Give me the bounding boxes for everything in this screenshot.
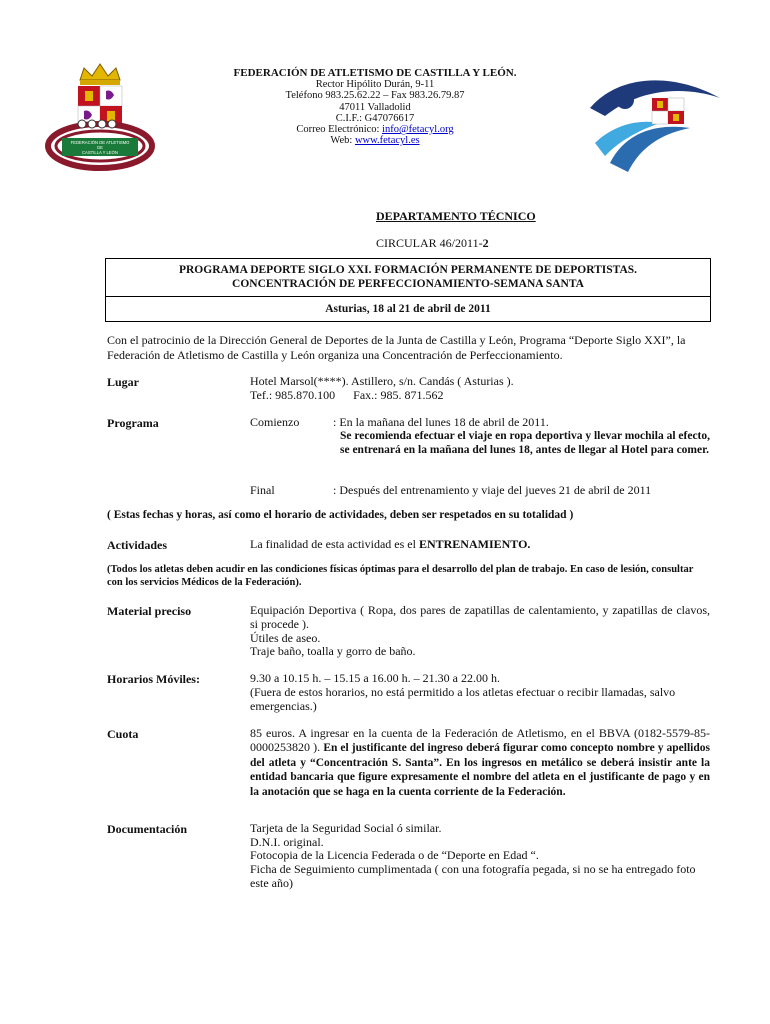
actividades-label: Actividades <box>107 538 167 552</box>
cif: C.I.F.: G47076617 <box>335 112 415 124</box>
city: 47011 Valladolid <box>339 101 411 113</box>
email-line <box>200 124 550 135</box>
documentacion-line-1: Tarjeta de la Seguridad Social ó similar. <box>250 821 442 835</box>
federation-crest-logo <box>40 58 160 178</box>
email-label: Correo Electrónico: <box>296 124 383 136</box>
cuota-bold: En el justificante del ingreso deberá figurar como concepto nombre y apellidos del atleta y “Concentración S. Santa”. En los ingresos en metálico se deberá insistir ante la entidad bancaria que figure expresamente el nombre del atleta en el justificante de pago y en la anotación que se haga en la cuenta corriente de la Federación. <box>250 741 710 799</box>
web-link[interactable]: www.fetacyl.es <box>354 135 420 147</box>
crown-icon <box>80 64 120 85</box>
material-line-1: Equipación Deportiva ( Ropa, dos pares de zapatillas de calentamiento, y zapatillas de clavos, si procede ). <box>250 603 710 631</box>
logo-text-line-1: FEDERACIÓN DE ATLETISMO <box>70 140 130 145</box>
documentacion-label: Documentación <box>107 822 187 836</box>
cuota-plain: 85 euros. A ingresar en la cuenta de la Federación de Atletismo, en el BBVA (0182-5579-85-0000253820 ). <box>250 726 710 754</box>
web-line <box>200 135 550 146</box>
horarios-line-1: 9.30 a 10.15 h. – 15.15 a 16.00 h. – 21.30 a 22.00 h. <box>250 671 500 685</box>
cuota-label: Cuota <box>107 727 139 741</box>
phone-fax: Teléfono 983.25.62.22 – Fax 983.26.79.87 <box>285 90 465 102</box>
program-title <box>105 263 711 291</box>
address: Rector Hipólito Durán, 9-11 <box>315 79 435 91</box>
documentacion-line-4: Ficha de Seguimiento cumplimentada ( con una fotografía pegada, si no se ha entregado foto este año) <box>250 862 696 890</box>
logo-text-line-2: DE <box>97 145 103 150</box>
email-link[interactable]: info@fetacyl.org <box>382 124 454 136</box>
circular-suffix: 2 <box>482 236 489 250</box>
actividades-plain: La finalidad de esta actividad es el <box>250 537 419 551</box>
horarios-label: Horarios Móviles: <box>107 672 200 686</box>
final-text: : Después del entrenamiento y viaje del jueves 21 de abril de 2011 <box>333 483 652 497</box>
health-note: (Todos los atletas deben acudir en las condiciones físicas óptimas para el desarrollo del plan de trabajo. En caso de lesión, consultar con los servicios Médicos de la Federación). <box>107 564 694 588</box>
department-title: DEPARTAMENTO TÉCNICO <box>376 209 536 223</box>
documentacion-line-2: D.N.I. original. <box>250 835 324 849</box>
program-dates: Asturias, 18 al 21 de abril de 2011 <box>325 303 491 315</box>
material-label: Material preciso <box>107 604 192 618</box>
actividades-text <box>250 538 530 552</box>
circular-prefix: CIRCULAR 46/2011- <box>376 236 483 250</box>
program-title-line-2: CONCENTRACIÓN DE PERFECCIONAMIENTO-SEMANA SANTA <box>232 278 584 290</box>
lugar-phone: Tef.: 985.870.100 Fax.: 985. 871.562 <box>250 388 444 402</box>
cuota-text <box>250 727 710 800</box>
intro-paragraph: Con el patrocinio de la Dirección General de Deportes de la Junta de Castilla y León, Programa “Deporte Siglo XXI”, la Federación de Atletismo de Castilla y León organiza una Concentración de Perfeccionamiento. <box>107 333 686 362</box>
web-label: Web: <box>330 135 355 147</box>
lugar-label: Lugar <box>107 375 140 389</box>
horarios-line-2: (Fuera de estos horarios, no está permitido a los atletas efectuar o recibir llamadas, salvo emergencias.) <box>250 685 676 713</box>
box-divider <box>105 296 711 297</box>
material-line-3: Traje baño, toalla y gorro de baño. <box>250 644 416 658</box>
material-line-2: Útiles de aseo. <box>250 631 321 645</box>
final-label: Final <box>250 483 275 497</box>
runner-head-icon <box>616 91 634 109</box>
runner-swoosh-logo <box>580 68 730 178</box>
federation-name: FEDERACIÓN DE ATLETISMO DE CASTILLA Y LEÓN. <box>233 67 517 79</box>
programa-label: Programa <box>107 416 159 430</box>
logo-text-line-3: CASTILLA Y LEÓN <box>82 150 118 155</box>
actividades-bold: ENTRENAMIENTO. <box>418 537 531 551</box>
lugar-hotel: Hotel Marsol(****). Astillero, s/n. Candás ( Asturias ). <box>250 374 514 388</box>
letterhead <box>200 68 550 146</box>
comienzo-text: : En la mañana del lunes 18 de abril de 2011. <box>333 415 549 429</box>
comienzo-label: Comienzo <box>250 415 300 429</box>
documentacion-line-3: Fotocopia de la Licencia Federada o de “Deporte en Edad “. <box>250 848 539 862</box>
program-title-line-1: PROGRAMA DEPORTE SIGLO XXI. FORMACIÓN PERMANENTE DE DEPORTISTAS. <box>178 264 638 276</box>
mini-shield-icon <box>652 98 684 124</box>
respect-note: ( Estas fechas y horas, así como el horario de actividades, deben ser respetados en su totalidad ) <box>107 509 574 521</box>
circular-number <box>376 236 489 251</box>
comienzo-recommendation: Se recomienda efectuar el viaje en ropa deportiva y llevar mochila al efecto, se entrenará en la mañana del lunes 18, antes de llegar al Hotel para comer. <box>340 430 710 456</box>
